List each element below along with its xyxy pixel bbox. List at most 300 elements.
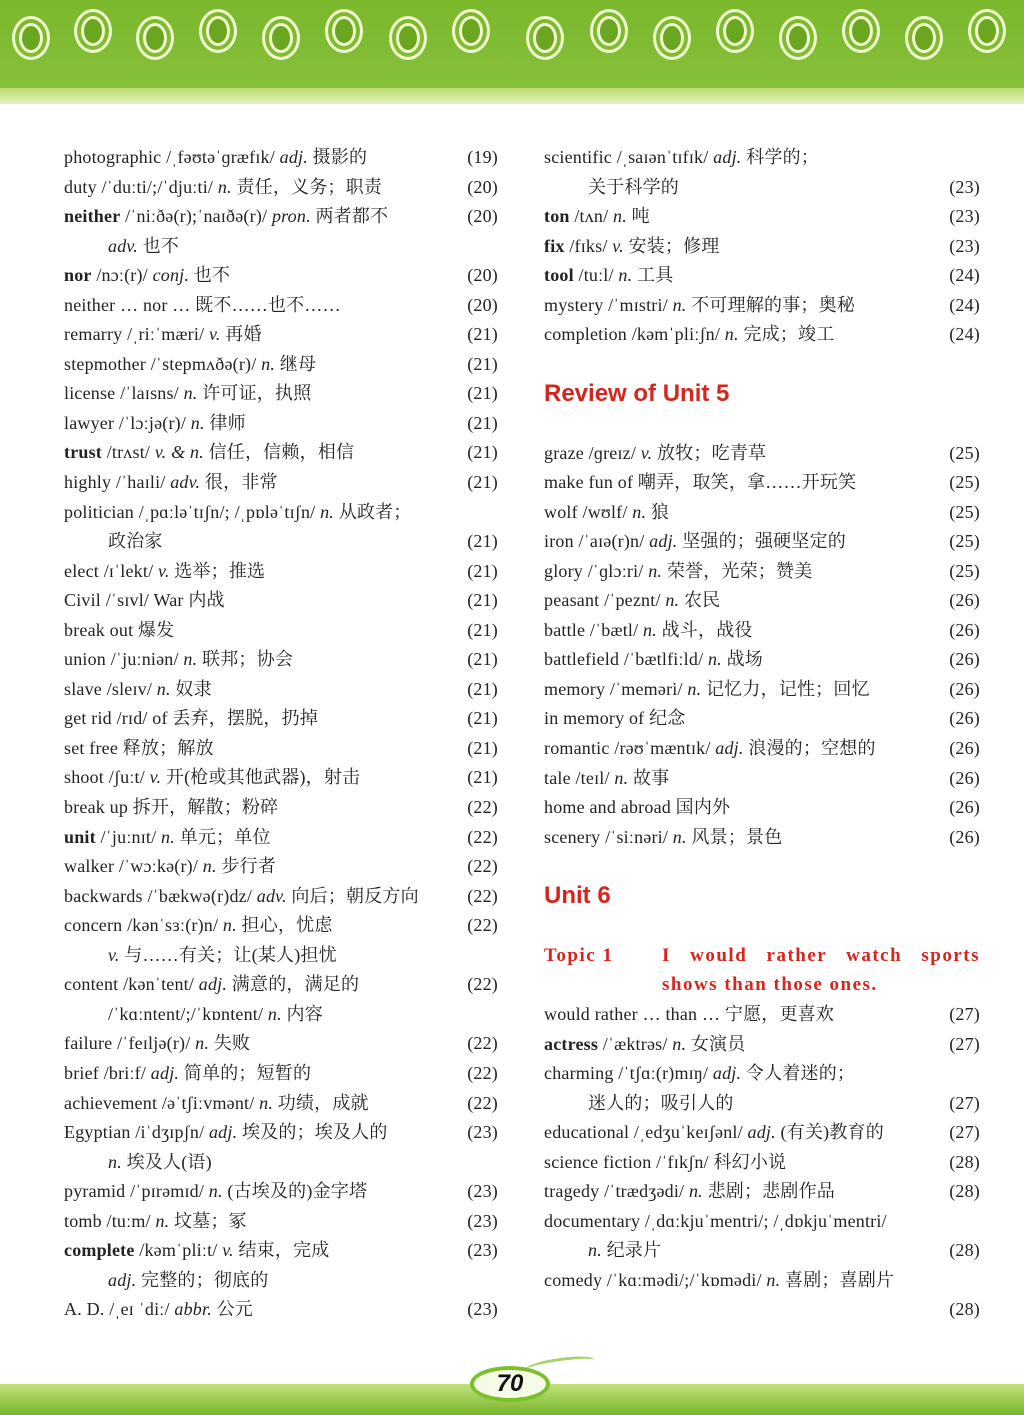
vocab-entry <box>64 409 498 439</box>
vocab-entry <box>64 1207 498 1237</box>
part-of-speech: n. <box>156 678 171 699</box>
vocab-entry <box>64 350 498 380</box>
meaning: 信任，信赖，相信 <box>208 442 355 463</box>
page-ref: (27) <box>949 1033 980 1054</box>
page-ref: (23) <box>467 1122 498 1143</box>
vocab-entry <box>64 1000 498 1030</box>
ring-decoration <box>968 9 1006 53</box>
word: documentary <box>544 1210 641 1231</box>
word: shoot <box>64 767 105 788</box>
part-of-speech: conj. <box>152 265 190 286</box>
phonetic: /nɔː(r)/ <box>96 265 148 286</box>
word: break up <box>64 797 129 818</box>
part-of-speech: n. <box>183 649 198 670</box>
part-of-speech: adj. <box>108 1269 137 1290</box>
part-of-speech: n. <box>222 915 237 936</box>
word: would rather … than … <box>544 1003 721 1024</box>
word: graze <box>544 442 584 463</box>
part-of-speech: n. <box>707 649 722 670</box>
phonetic: /ˈwɔːkə(r)/ <box>118 856 199 877</box>
phonetic: /rəʊˈmæntɪk/ <box>614 737 711 758</box>
page-ref: (26) <box>949 708 980 729</box>
page-ref: (20) <box>467 176 498 197</box>
meaning: 战斗，战役 <box>661 619 753 640</box>
meaning: 律师 <box>209 412 246 433</box>
vocab-entry <box>544 586 980 616</box>
part-of-speech: v. <box>108 944 120 965</box>
part-of-speech: v. <box>612 235 624 256</box>
vocab-entry <box>64 143 498 173</box>
page-ref: (21) <box>467 324 498 345</box>
meaning: 许可证，执照 <box>202 383 312 404</box>
word: walker <box>64 856 115 877</box>
meaning: 满意的，满足的 <box>231 974 360 995</box>
phonetic: /wʊlf/ <box>582 501 628 522</box>
phonetic: /ˈbætlfiːld/ <box>623 649 704 670</box>
vocab-entry <box>64 1029 498 1059</box>
vocab-entry <box>64 823 498 853</box>
page-ref: (28) <box>949 1240 980 1261</box>
phonetic: /ˈpɪrəmɪd/ <box>130 1181 205 1202</box>
phonetic: /ˈniːðə(r);ˈnaɪðə(r)/ <box>125 206 268 227</box>
meaning: 安装；修理 <box>628 235 720 256</box>
word: iron <box>544 531 574 552</box>
part-of-speech: v. & n. <box>154 442 204 463</box>
page-ref: (25) <box>949 531 980 552</box>
vocab-entry <box>544 704 980 734</box>
meaning: 记忆力，记性；回忆 <box>705 678 870 699</box>
meaning: 科幻小说 <box>713 1151 787 1172</box>
page-ref: (22) <box>467 797 498 818</box>
phonetic: /ˈkɑːmədi/;/ˈkɒmədi/ <box>606 1269 762 1290</box>
vocab-entry <box>64 675 498 705</box>
part-of-speech: adj. <box>715 737 744 758</box>
meaning: 内容 <box>286 1003 323 1024</box>
vocab-entry <box>64 763 498 793</box>
page-ref: (25) <box>949 472 980 493</box>
vocab-entry <box>64 498 498 528</box>
part-of-speech: n. <box>155 1210 170 1231</box>
vocab-entry <box>64 173 498 203</box>
phonetic: /ˈduːti/;/ˈdjuːti/ <box>101 176 214 197</box>
vocab-entry <box>544 1207 980 1237</box>
word: highly <box>64 472 112 493</box>
page-ref: (23) <box>467 1240 498 1261</box>
vocab-entry <box>544 1177 980 1207</box>
phonetic: /ˈlaɪsns/ <box>120 383 179 404</box>
word: get rid <box>64 708 112 729</box>
word: completion <box>544 324 627 345</box>
vocab-entry <box>64 645 498 675</box>
phonetic: /ɪˈlekt/ <box>103 560 154 581</box>
meaning: 结束，完成 <box>238 1240 330 1261</box>
vocab-entry <box>64 1236 498 1266</box>
page-ref: (21) <box>467 590 498 611</box>
meaning: 选举；推选 <box>174 560 266 581</box>
meaning: 完成；竣工 <box>743 324 835 345</box>
part-of-speech: abbr. <box>174 1299 212 1320</box>
word: educational <box>544 1122 630 1143</box>
page-ref: (26) <box>949 767 980 788</box>
header-strip <box>0 88 1024 104</box>
meaning: of 丢弃，摆脱，扔掉 <box>152 708 318 729</box>
meaning: 嘲弄，取笑，拿……开玩笑 <box>637 472 857 493</box>
meaning: 工具 <box>637 265 674 286</box>
word: neither <box>64 206 121 227</box>
word: glory <box>544 560 583 581</box>
topic-label: Topic 1 <box>544 944 614 966</box>
page-ref: (23) <box>949 176 980 197</box>
word: unit <box>64 826 96 847</box>
word: trust <box>64 442 102 463</box>
ring-decoration <box>779 16 817 60</box>
meaning: 再婚 <box>225 324 262 345</box>
vocab-entry <box>64 586 498 616</box>
topic-title: I would rather watch sports shows than those ones. <box>662 944 980 996</box>
page-ref: (21) <box>467 560 498 581</box>
vocab-entry <box>64 379 498 409</box>
part-of-speech: n. <box>672 294 687 315</box>
vocab-entry <box>544 764 980 794</box>
word: failure <box>64 1033 113 1054</box>
vocab-entry <box>544 173 980 203</box>
vocab-entry <box>64 1059 498 1089</box>
meaning: 摄影的 <box>312 147 368 167</box>
word: Civil <box>64 590 102 611</box>
part-of-speech: n. <box>687 678 702 699</box>
part-of-speech: n. <box>614 767 629 788</box>
vocab-entry <box>64 1089 498 1119</box>
vocab-entry <box>64 734 498 764</box>
part-of-speech: adv. <box>256 885 287 906</box>
phonetic: /fɪks/ <box>569 235 608 256</box>
page-ref: (21) <box>467 412 498 433</box>
meaning: 继母 <box>279 353 317 374</box>
word: romantic <box>544 737 610 758</box>
page-ref: (21) <box>467 649 498 670</box>
page-ref: (25) <box>949 501 980 522</box>
page-ref: (21) <box>467 737 498 758</box>
word: tragedy <box>544 1181 600 1202</box>
page-ref: (28) <box>949 1151 980 1172</box>
right-column <box>544 143 980 1325</box>
meaning: 也不 <box>142 235 180 256</box>
vocab-entry <box>64 557 498 587</box>
page-ref: (27) <box>949 1122 980 1143</box>
ring-decoration <box>199 9 237 53</box>
meaning: 步行者 <box>221 856 276 877</box>
word: A. D. <box>64 1299 105 1320</box>
part-of-speech: n. <box>766 1269 781 1290</box>
page-ref: (20) <box>467 206 498 227</box>
ring-decoration <box>526 16 564 60</box>
ring-decoration <box>653 16 691 60</box>
part-of-speech: n. <box>261 353 276 374</box>
word: achievement <box>64 1092 158 1113</box>
meaning: 悲剧；悲剧作品 <box>707 1181 835 1202</box>
word: stepmother <box>64 353 146 374</box>
vocab-entry <box>544 527 980 557</box>
phonetic: /iˈdʒɪpʃn/ <box>135 1122 205 1143</box>
page-ref: (21) <box>467 619 498 640</box>
word: actress <box>544 1033 599 1054</box>
vocab-entry <box>544 823 980 853</box>
vocab-entry <box>64 793 498 823</box>
part-of-speech: n. <box>161 826 175 847</box>
meaning: 坟墓；冢 <box>174 1210 247 1231</box>
meaning: 爆发 <box>137 619 175 640</box>
phonetic: /ˌfəʊtəˈɡræfɪk/ <box>166 147 275 167</box>
word: concern <box>64 915 123 936</box>
ring-decoration <box>389 16 427 60</box>
page-ref: (21) <box>467 678 498 699</box>
word: wolf <box>544 501 578 522</box>
unit-heading: Unit 6 <box>544 882 611 910</box>
page-number: 70 <box>470 1366 550 1402</box>
phonetic: /ˌeɪ ˈdiː/ <box>109 1299 170 1320</box>
vocab-entry <box>64 704 498 734</box>
vocab-entry <box>64 1177 498 1207</box>
vocab-entry <box>544 1059 980 1089</box>
page-ref: (26) <box>949 678 980 699</box>
meaning: 国内外 <box>675 797 731 818</box>
review-heading: Review of Unit 5 <box>544 379 730 407</box>
meaning: 荣誉，光荣；赞美 <box>666 560 813 581</box>
vocab-entry <box>544 143 980 173</box>
page-ref: (21) <box>467 353 498 374</box>
word: duty <box>64 176 97 197</box>
topic-heading <box>544 941 980 1000</box>
meaning: (有关)教育的 <box>780 1122 884 1143</box>
part-of-speech: v. <box>222 1240 234 1261</box>
vocab-entry <box>544 1000 980 1030</box>
page-ref: (26) <box>949 826 980 847</box>
ring-decoration <box>905 16 943 60</box>
phonetic: /ˈmeməri/ <box>609 678 683 699</box>
vocab-entry <box>64 616 498 646</box>
phonetic: /ˌsaɪənˈtɪfɪk/ <box>616 147 709 167</box>
word: pyramid <box>64 1181 126 1202</box>
word: memory <box>544 678 606 699</box>
vocab-entry <box>64 468 498 498</box>
part-of-speech: n. <box>632 501 647 522</box>
part-of-speech: n. <box>665 590 680 611</box>
phonetic: /trʌst/ <box>106 442 151 463</box>
vocab-entry <box>544 291 980 321</box>
page-ref: (21) <box>467 767 498 788</box>
ring-decoration <box>12 16 50 60</box>
vocab-entry <box>544 202 980 232</box>
word: brief <box>64 1062 99 1083</box>
page-ref: (23) <box>949 206 980 227</box>
phonetic: /kəmˈpliːʃn/ <box>631 324 721 345</box>
page-ref: (19) <box>467 147 498 167</box>
meaning: 也不 <box>193 265 231 286</box>
meaning: 战场 <box>726 649 763 670</box>
word: charming <box>544 1063 614 1084</box>
word: elect <box>64 560 99 581</box>
vocab-entry <box>544 232 980 262</box>
word: slave <box>64 678 102 699</box>
phonetic: /kənˈtent/ <box>123 974 195 995</box>
word: union <box>64 649 107 670</box>
vocab-entry <box>544 1118 980 1148</box>
part-of-speech: adj. <box>747 1122 776 1143</box>
vocab-entry <box>544 557 980 587</box>
part-of-speech: v. <box>149 767 162 788</box>
phonetic: /tuːm/ <box>106 1210 151 1231</box>
page-ref: (21) <box>467 442 498 463</box>
part-of-speech: n. <box>202 856 217 877</box>
page-ref: (24) <box>949 324 980 345</box>
phonetic: /ˈhaɪli/ <box>115 472 166 493</box>
word: tomb <box>64 1210 102 1231</box>
ring-decoration <box>716 9 754 53</box>
phonetic: /kənˈsɜː(r)n/ <box>127 915 219 936</box>
part-of-speech: v. <box>640 442 653 463</box>
part-of-speech: n. <box>320 501 334 522</box>
word: politician <box>64 501 134 522</box>
part-of-speech: n. <box>588 1240 602 1261</box>
part-of-speech: n. <box>183 383 198 404</box>
word: in memory of <box>544 708 645 729</box>
word: neither … nor … <box>64 294 191 315</box>
vocab-entry <box>64 1295 498 1325</box>
phonetic: /ˈtrædʒədi/ <box>604 1181 685 1202</box>
phonetic: /teɪl/ <box>575 767 610 788</box>
meaning: 科学的； <box>746 147 819 167</box>
word: Egyptian <box>64 1122 131 1143</box>
phonetic: /ˈpeznt/ <box>604 590 661 611</box>
meaning: 宁愿，更喜欢 <box>724 1003 835 1024</box>
word: tool <box>544 265 574 286</box>
phonetic: /ˈtʃɑː(r)mɪŋ/ <box>618 1063 709 1084</box>
word: photographic <box>64 147 162 167</box>
part-of-speech: n. <box>672 1033 687 1054</box>
word: ton <box>544 206 570 227</box>
meaning: 失败 <box>213 1033 251 1054</box>
phonetic: /ˈbætl/ <box>589 619 639 640</box>
left-column <box>64 143 498 1325</box>
page-ref: (24) <box>949 294 980 315</box>
vocab-entry <box>64 202 498 232</box>
meaning: 喜剧；喜剧片 <box>785 1269 895 1290</box>
part-of-speech: adj. <box>712 1063 742 1084</box>
page-ref: (21) <box>467 708 498 729</box>
meaning: 完整的；彻底的 <box>141 1269 269 1290</box>
word: home and abroad <box>544 797 671 818</box>
page-ref: (28) <box>949 1299 980 1320</box>
page-ref: (24) <box>949 265 980 286</box>
part-of-speech: n. <box>724 324 739 345</box>
meaning: 吨 <box>631 206 650 227</box>
ring-decoration <box>842 9 880 53</box>
page-ref: (23) <box>949 235 980 256</box>
meaning: 两者都不 <box>315 206 389 227</box>
phonetic: /ˈfɪkʃn/ <box>656 1151 709 1172</box>
phonetic: /ˌpɑːləˈtɪʃn/; /ˌpɒləˈtɪʃn/ <box>138 501 316 522</box>
word: scientific <box>544 147 612 167</box>
page-ref: (22) <box>467 885 498 906</box>
part-of-speech: n. <box>208 1181 223 1202</box>
page-ref: (22) <box>467 826 498 847</box>
phonetic: /ˈɡlɔːri/ <box>587 560 644 581</box>
vocab-entry <box>64 527 498 557</box>
page-ref: (23) <box>467 1181 498 1202</box>
phonetic: /ˈbækwə(r)dz/ <box>147 885 253 906</box>
part-of-speech: n. <box>672 826 687 847</box>
part-of-speech: n. <box>267 1003 282 1024</box>
word: break out <box>64 619 134 640</box>
part-of-speech: adj. <box>713 147 742 167</box>
page-ref: (26) <box>949 619 980 640</box>
meaning: 埃及人(语) <box>126 1151 212 1172</box>
meaning: 坚强的；强硬坚定的 <box>682 531 846 552</box>
phonetic: /tuːl/ <box>578 265 614 286</box>
phonetic: /rɪd/ <box>116 708 148 729</box>
phonetic: /ˈaɪə(r)n/ <box>578 531 645 552</box>
word: peasant <box>544 590 600 611</box>
word: fix <box>544 235 565 256</box>
part-of-speech: v. <box>157 560 170 581</box>
phonetic: /ˈsiːnəri/ <box>605 826 669 847</box>
phonetic: /ˈmɪstri/ <box>608 294 668 315</box>
vocab-entry <box>544 793 980 823</box>
page-ref: (26) <box>949 797 980 818</box>
vocab-entry <box>544 261 980 291</box>
page-ref: (22) <box>467 915 498 936</box>
phonetic: /briːf/ <box>103 1062 147 1083</box>
vocab-entry <box>544 645 980 675</box>
meaning: 关于科学的 <box>588 176 679 197</box>
word: lawyer <box>64 412 115 433</box>
part-of-speech: n. <box>195 1033 210 1054</box>
part-of-speech: v. <box>208 324 221 345</box>
word: complete <box>64 1240 135 1261</box>
vocab-entry <box>544 468 980 498</box>
meaning: 释放；解放 <box>122 737 214 758</box>
word: battle <box>544 619 586 640</box>
meaning: (古埃及的)金字塔 <box>227 1181 368 1202</box>
phonetic: /ˌedʒuˈkeɪʃənl/ <box>633 1122 743 1143</box>
meaning: 单元；单位 <box>179 826 271 847</box>
vocab-entry <box>544 675 980 705</box>
meaning: 担心，忧虑 <box>241 915 333 936</box>
meaning: 不可理解的事；奥秘 <box>691 294 856 315</box>
phonetic: /tʌn/ <box>574 206 609 227</box>
meaning: 放牧；吃青草 <box>657 442 767 463</box>
phonetic: /ɡreɪz/ <box>588 442 637 463</box>
meaning: 迷人的；吸引人的 <box>588 1092 734 1113</box>
word: backwards <box>64 885 143 906</box>
vocab-entry <box>64 970 498 1000</box>
word: nor <box>64 265 92 286</box>
vocab-entry <box>64 291 498 321</box>
phonetic: /ˈfeɪljə(r)/ <box>117 1033 191 1054</box>
phonetic: /ˌdɑːkjuˈmentri/; /ˌdɒkjuˈmentri/ <box>644 1210 887 1231</box>
phonetic: /sleɪv/ <box>106 678 153 699</box>
page-ref: (27) <box>949 1003 980 1024</box>
page-ref: (21) <box>467 531 498 552</box>
ring-decoration <box>452 9 490 53</box>
part-of-speech: adj. <box>150 1062 180 1083</box>
page-ref: (21) <box>467 472 498 493</box>
ring-decoration <box>325 9 363 53</box>
page-ref: (20) <box>467 265 498 286</box>
ring-decoration <box>136 16 174 60</box>
meaning: 浪漫的；空想的 <box>748 737 876 758</box>
word: battlefield <box>544 649 620 670</box>
